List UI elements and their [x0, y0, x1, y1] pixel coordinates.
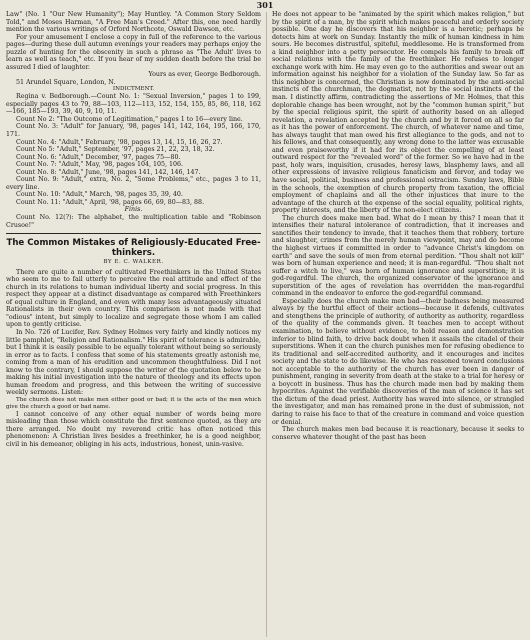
article-title: The Common Mistakes of Religiously-Educated Free-thinkers. — [6, 238, 261, 259]
article-paragraph: I cannot conceive of any other equal number of words being more misleading than those which constitute the first sentence quoted, as they are there arranged. No doubt my reverend critic has often noticed this phenomenon: A Christian lives besides a freethinker, he is a good neighbor, civil in his demeanor, obliging in his acts, industrious, honest, unin-vasive. — [6, 410, 261, 448]
letter-paragraph: Law" (No. 1 "Our New Humanity"); May Huntley. "A Common Story Seldom Told," and Moses Harman, "A Free Man's Creed." After this, one need hardly mention the various writings of Orford Northcote, Oswald Dawson, etc. — [6, 11, 261, 34]
article-paragraph: He does not appear to be "animated by the spirit which makes religion," but by the spirit of a man, by the spirit which makes peaceful and orderly society possible. One day he discovers that his neighbor is a heretic; perhaps he detects him at work on Sunday. Instantly the milk of human kindness in him sours. He becomes distrustful, spiteful, meddlesome. He is transformed from a kind neighbor into a petty persecutor. He compels his family to break off social relations with the family of the freethinker. He refuses to longer exchange work with him. He may even go to the authorities and swear out an information against his neighbor for a violation of the Sunday law. So far as this neighbor is concerned, the Christian is now dominated by the anti-social instincts of the churchman, the dogmatist, not by the social instincts of the man. I distinctly affirm, contradicting the assertions of Mr. Holmes, that this deplorable change has been wrought, not by the "common human spirit," but by the special religious spirit, the spirit of authority based on an alleged revelation, a revelation accepted by the church and by it forced on all so far as it has the power of enforcement. The church, of whatever name and time, has always taught that man owed his first allegiance to the gods, and not to his fellows, and that consequently, any wrong done to the latter was excusable and even praiseworthy if it had for its object the compelling of at least outward respect for the "revealed word" of the former. So we have had in the past, holy wars, inquisition, crusades, heresy laws, blasphemy laws, and all other expressions of invasive religious fanaticism and fervor, and today we have social, political, business and professional ostracism. Sunday laws, Bible in the schools, the exemption of church property from taxation, the official employment of chaplains and all the other injustices that inure to the advantage of the church at the expense of the social equality, political rights, property interests, and the liberty of the non-elect citizens. — [272, 11, 524, 215]
section-rule — [6, 233, 261, 234]
article-paragraph: In No. 726 of Lucifer, Rev. Sydney Holmes very fairly and kindly notices my little pamphlet, "Religion and Rationalism." His spirit of tolerance is admirable, but I think it is easily possible to be equally tolerant without being so seriously in error as to facts. I confess that some of his statements greatly astonish me, coming from a man of his erudition and uncommon thoughtfulness. Did I not know to the contrary, I should suppose the writer of the quotation below to be making his initial investigation into the nature of theology and its effects upon human freedom and progress, and this between the writing of successive weekly sermons. Listen: — [6, 329, 261, 397]
count-item: Count No 5: "Adult," September, '97, pages 21, 22, 23, 18, 32. — [16, 146, 215, 154]
finis-label: Finis. — [124, 206, 143, 214]
count-item: Count No. 3: "Adult" for January, '98, pages 141, 142, 164, 195, 166, 170, 171. — [6, 123, 261, 138]
count-item: Count No. 8: "Adult," June, '98, pages 141, 142, 146, 147. — [16, 168, 201, 176]
count-item: Count No. 7: "Adult," May, '98, pages 104, 105, 106. — [16, 161, 184, 169]
indictment-counts — [6, 93, 261, 206]
letter-paragraph: For your amusement I enclose a copy in full of the reference to the various pages—during these dull autumn evenings your readers may perhaps enjoy the puzzle of hunting for the obscenity in such a phrase as "The Adult' lives to learn as well as teach," etc. If you hear of my sudden death before the trial be assured I died of laughter. — [6, 33, 261, 71]
article-paragraph: There are quite a number of cultivated Freethinkers in the United States who seem to me to fail utterly to perceive the real attitude and effect of the church in its relations to human individual liberty and social progress. In this respect they appear at a distinct disadvantage as compared with Freethinkers of equal culture in England, and even with many less advantageously situated Rationalists in their own country. This comparison is not made with that "odious" intent, but simply to localize and segregate those whom I am called upon to gently criticise. — [6, 268, 261, 329]
count-item: Count No. 9: "Adult," extra, No. 2, "Some Problems," etc., pages 3 to 11, every line. — [6, 176, 261, 191]
address: 51 Arundel Square, London, N. — [16, 78, 116, 86]
article-paragraph: Especially does the church make men bad—their badness being measured always by the hurtful effect of their actions—because it defends, cultivates and stengthens the principle of authority, of authority as authority, regardless of the quality of the commands given. It teaches men to accept without examination, to believe without evidence, to hold reason and demonstration inferior to blind faith, to drive back doubt when it assails the citadel of their superstitions. When it can the church punishes men for refusing obedience to its traditional and self-accredited authority, and it encourages and incites society and the state to do likewise. He who has reasoned toward conclusions not acceptable to the authority of the church has ever been in danger of punishment, ranging in severity from death at the stake to a trial for heresy or a boycott in business. Thus has the church made men bad by making them hypocrites. Against the verifiable discoveries of the man of science it has set the dictum of the dead priest. Authority has waved into silence, or strangled the investigator, and man has remained prone in the dust of submission, not daring to raise his face to that of the creature in command and voice question or denial. — [272, 297, 524, 426]
count-item: Count No 2: "The Outcome of Legitimation," pages 1 to 16—every line. — [16, 115, 243, 123]
count-item: Count No. 10: "Adult," March, '98, pages 35, 39, 40. — [16, 191, 183, 199]
page-number: 301 — [256, 0, 274, 10]
article-paragraph: The church makes men bad because it is reactionary, because it seeks to conserve whatever thought of the past has been — [272, 426, 524, 441]
article-paragraph: The church does make men bad. What do I mean by this? I mean that it intensifies their natural intolerance of contradiction, that it increases and sanctifies their tendency to invade, that it teaches them that robbery, torture and slaughter, crimes from the merely human viewpoint, may and do become the highest virtues if committed in order to "advance Christ's kingdom on earth" and save the souls of men from eternal perdition. "Thou shalt not kill" was born of human experience and need; it is man-regardful. "Thou shalt not suffer a witch to live," was born of human ignorance and superstition; it is god-regardful. The church, the organized conservator of the ignorance and superstition of the ages of revelation has overridden the man-regardful command in the endeavor to enforce the god-regardful command. — [272, 214, 524, 298]
left-column — [6, 11, 261, 448]
column-divider — [266, 12, 267, 637]
count-item: Count No. 11: "Adult," April, '98, pages 66, 69, 80—83, 88. — [16, 198, 205, 206]
signature: Yours as ever, George Bedborough. — [148, 71, 261, 79]
quotation: The church does not make men either good or bad; it is the acts of the men which give the church a good or bad name. — [6, 396, 261, 410]
byline: BY E. C. WALKER. — [103, 259, 164, 266]
count-item: Regina v. Bedborough.—Count No. 1: "Sexual Inversion," pages 1 to 199, especially pages 43 to 79, 88—103, 112—113, 152, 154, 155, 85, 86, 118, 162—166, 185—193, 39, 40, 9, 10, 11. — [6, 93, 261, 116]
count-item: Count No. 12(?): The alphabet, the multiplication table and "Robinson Crusoe!" — [6, 214, 261, 229]
indictment-label: INDICTMENT. — [112, 86, 155, 93]
count-item: Count No. 4: "Adult," February, '98, pages 13, 14, 15, 16, 26, 27. — [16, 138, 223, 146]
count-item: Count No. 6: "Adult," December, '97, pages 75—80. — [16, 153, 181, 161]
right-column — [272, 11, 524, 441]
